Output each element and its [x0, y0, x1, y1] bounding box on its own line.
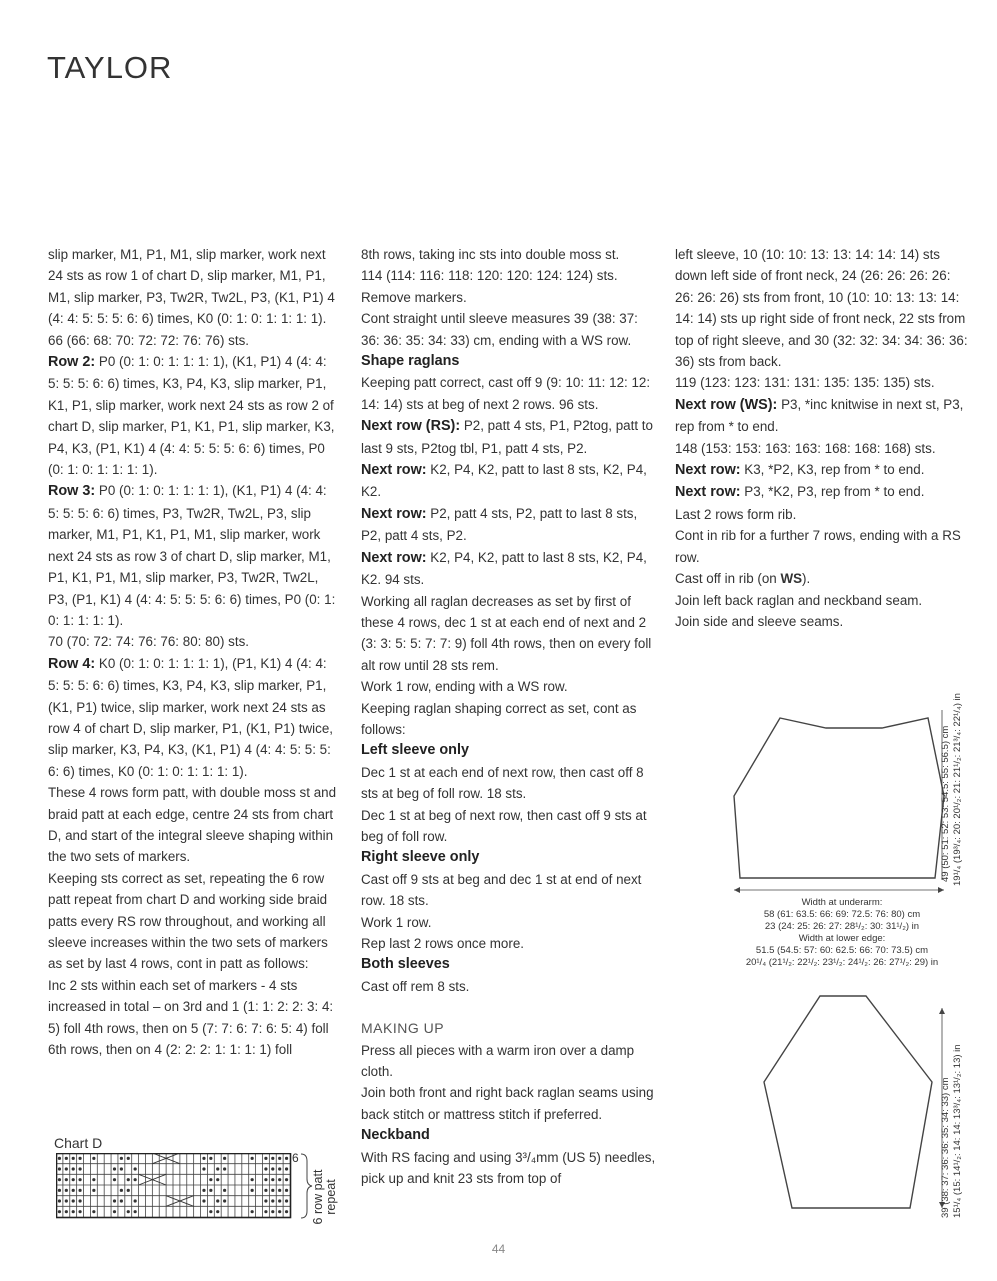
chart-purl-dot [58, 1210, 61, 1213]
lower-label: Width at lower edge: [798, 933, 886, 944]
chart-purl-dot [92, 1178, 95, 1181]
chart-purl-dot [65, 1199, 68, 1202]
underarm-in: 23 (24: 25: 26: 27: 28¹/₂: 30: 31¹/₂) in [764, 921, 920, 932]
text: ). [802, 571, 811, 587]
paragraph: Cast off 9 sts at beg and dec 1 st at end of next row. 18 sts. [361, 871, 642, 909]
chart-purl-dot [134, 1178, 137, 1181]
chart-purl-dot [113, 1199, 116, 1202]
chart-purl-dot [120, 1167, 123, 1170]
chart-purl-dot [216, 1167, 219, 1170]
chart-title: Chart D [54, 1135, 103, 1151]
paragraph [675, 394, 970, 438]
lower-in: 20¹/₄ (21¹/₂: 22¹/₂: 23¹/₂: 24¹/₂: 26: 27¹/₂: 29) in [745, 957, 939, 968]
text-bold: WS [780, 571, 803, 587]
chart-purl-dot [65, 1189, 68, 1192]
chart-purl-dot [78, 1178, 81, 1181]
paragraph: Keeping raglan shaping correct as set, cont as follows: [361, 700, 637, 737]
chart-purl-dot [92, 1189, 95, 1192]
column-1 [48, 244, 338, 1060]
chart-purl-dot [58, 1178, 61, 1181]
chart-purl-dot [72, 1199, 75, 1202]
row-label: Next row (WS): [675, 396, 778, 413]
chart-repeat-label [311, 1150, 338, 1240]
chart-purl-dot [209, 1157, 212, 1160]
chart-purl-dot [271, 1157, 274, 1160]
paragraph: 8th rows, taking inc sts into double moss st. [361, 247, 620, 262]
chart-purl-dot [120, 1199, 123, 1202]
body-height-in: 19¹/₄ (19³/₄: 20: 20¹/₂: 21: 21¹/₂: 21³/₄: 22¹/₄) in [952, 693, 963, 886]
chart-purl-dot [278, 1199, 281, 1202]
chart-purl-dot [72, 1210, 75, 1213]
chart-purl-dot [127, 1178, 130, 1181]
row-label: Next row: [361, 462, 427, 479]
paragraph [675, 568, 970, 589]
section-heading: Left sleeve only [361, 742, 469, 759]
paragraph: Cont straight until sleeve measures 39 (38: 37: 36: 36: 35: 34: 33) cm, ending with a WS row. [361, 311, 638, 348]
chart-purl-dot [65, 1178, 68, 1181]
chart-purl-dot [278, 1167, 281, 1170]
paragraph [48, 351, 338, 480]
paragraph: Dec 1 st at beg of next row, then cast off 9 sts at beg of foll row. [361, 807, 647, 844]
chart-purl-dot [78, 1199, 81, 1202]
chart-purl-dot [285, 1199, 288, 1202]
chart-purl-dot [264, 1210, 267, 1213]
paragraph: Dec 1 st at each end of next row, then cast off 8 sts at beg of foll row. 18 sts. [361, 764, 644, 802]
row-text: K2, P4, K2, patt to last 8 sts, K2, P4, K2. [361, 462, 647, 500]
chart-purl-dot [202, 1157, 205, 1160]
paragraph [675, 481, 970, 503]
chart-purl-dot [285, 1178, 288, 1181]
chart-purl-dot [285, 1157, 288, 1160]
paragraph: left sleeve, 10 (10: 10: 13: 13: 14: 14: 14) sts down left side of front neck, 24 (26: 26: 26: 26: 26: 26: 26) sts from front, 10 (10: 10: 13: 13: 14: 14: 14) sts up right side of front neck, 22 sts from top of right sleeve, and 30 (32: 32: 34: 34: 36: 36: 36) sts from back. [675, 247, 968, 370]
row-label: Row 3: [48, 483, 96, 500]
paragraph [675, 459, 970, 481]
chart-purl-dot [72, 1178, 75, 1181]
paragraph: 148 (153: 153: 163: 163: 168: 168: 168) sts. [675, 440, 936, 456]
row-label: Row 2: [48, 354, 96, 371]
paragraph: Rep last 2 rows once more. [361, 936, 524, 951]
row-label: Row 4: [48, 655, 96, 672]
chart-purl-dot [251, 1189, 254, 1192]
row-label: Next row: [361, 505, 427, 522]
paragraph [48, 653, 338, 782]
section-heading: Shape raglans [361, 353, 460, 370]
paragraph: Remove markers. [361, 289, 467, 305]
chart-purl-dot [134, 1199, 137, 1202]
chart-purl-dot [113, 1210, 116, 1213]
paragraph: Working all raglan decreases as set by first of these 4 rows, dec 1 st at each end of next and 2 (3: 3: 5: 5: 7: 7: 9) foll 4th rows, then on every foll alt row until 28 sts rem. [361, 593, 652, 673]
chart-purl-dot [264, 1199, 267, 1202]
section-heading: Right sleeve only [361, 849, 480, 866]
chart-purl-dot [278, 1210, 281, 1213]
chart-d-grid [56, 1153, 306, 1224]
chart-purl-dot [251, 1210, 254, 1213]
column-2 [361, 244, 656, 1189]
chart-purl-dot [127, 1210, 130, 1213]
paragraph [48, 480, 338, 631]
chart-purl-dot [278, 1189, 281, 1192]
chart-purl-dot [65, 1157, 68, 1160]
paragraph: 66 (66: 68: 70: 72: 72: 76: 76) sts. [48, 332, 249, 348]
chart-purl-dot [58, 1157, 61, 1160]
chart-purl-dot [72, 1167, 75, 1170]
row-text: K2, P4, K2, patt to last 8 sts, K2, P4, K2. 94 sts. [361, 549, 647, 588]
chart-purl-dot [127, 1157, 130, 1160]
text: Cast off in rib (on [675, 571, 781, 587]
chart-purl-dot [202, 1167, 205, 1170]
chart-purl-dot [285, 1167, 288, 1170]
chart-purl-dot [72, 1157, 75, 1160]
chart-purl-dot [113, 1178, 116, 1181]
chart-purl-dot [78, 1189, 81, 1192]
chart-purl-dot [223, 1167, 226, 1170]
sleeve-length-cm: 39 (38: 37: 36: 36: 35: 34: 33) cm [940, 1077, 951, 1218]
row-label: Next row (RS): [361, 418, 461, 435]
chart-purl-dot [202, 1189, 205, 1192]
paragraph: 114 (114: 116: 118: 120: 120: 124: 124) sts. [361, 268, 618, 284]
paragraph: Join left back raglan and neckband seam. [675, 592, 923, 608]
body-schematic [732, 710, 952, 895]
paragraph [361, 415, 656, 459]
repeat-label-text: 6 row patt repeat [311, 1169, 338, 1225]
chart-purl-dot [209, 1178, 212, 1181]
chart-purl-dot [285, 1189, 288, 1192]
row-text: K0 (0: 1: 0: 1: 1: 1: 1), (P1, K1) 4 (4: 4: 5: 5: 5: 6: 6) times, K3, P4, K3, slip marker, P1, (K1, P1) twice, slip marker, work next 24 sts as row 4 of chart D, slip marker, P1, (K1, P1) twice, slip marker, K3, P4, K3, (K1, P1) 4 (4: 4: 5: 5: 5: 6: 6) times, K0 (0: 1: 0: 1: 1: 1: 1). [48, 655, 334, 779]
chart-purl-dot [134, 1167, 137, 1170]
paragraph: Join side and sleeve seams. [675, 613, 844, 629]
row-text: P0 (0: 1: 0: 1: 1: 1: 1), (K1, P1) 4 (4: 4: 5: 5: 5: 6: 6) times, K3, P4, K3, slip marker, P1, K1, P1, slip marker, work next 24 sts as row 2 of chart D, slip marker, P1, K1, P1, slip marker, K3, P4, K3, (P1, K1) 4 (4: 4: 5: 5: 5: 6: 6) times, P0 (0: 1: 0: 1: 1: 1: 1). [48, 354, 335, 478]
chart-purl-dot [278, 1157, 281, 1160]
chart-purl-dot [78, 1210, 81, 1213]
row-text: P3, *K2, P3, rep from * to end. [740, 484, 925, 500]
chart-purl-dot [285, 1210, 288, 1213]
paragraph: Cast off rem 8 sts. [361, 978, 470, 994]
paragraph: Keeping sts correct as set, repeating the 6 row patt repeat from chart D and working side braid patts every RS row throughout, and working all sleeve increases within the two sets of markers as set by last 4 rows, cont in patt as follows: [48, 870, 328, 972]
section-heading: MAKING UP [361, 1020, 445, 1037]
chart-purl-dot [58, 1199, 61, 1202]
lower-cm: 51.5 (54.5: 57: 60: 62.5: 66: 70: 73.5) cm [755, 945, 929, 956]
underarm-cm: 58 (61: 63.5: 66: 69: 72.5: 76: 80) cm [763, 909, 921, 920]
chart-purl-dot [72, 1189, 75, 1192]
paragraph: Inc 2 sts within each set of markers - 4 sts increased in total – on 3rd and 1 (1: 1: 2: 2: 3: 4: 5) foll 4th rows, then on 5 (7: 7: 6: 7: 6: 5: 4) foll 6th rows, then on 4 (2: 2: 2: 1: 1: 1: 1) foll [48, 977, 334, 1058]
row-label: Next row: [675, 484, 741, 501]
chart-purl-dot [264, 1167, 267, 1170]
chart-purl-dot [264, 1178, 267, 1181]
chart-d-svg [56, 1153, 306, 1219]
page-number: 44 [491, 1242, 506, 1256]
paragraph [361, 459, 656, 503]
chart-purl-dot [209, 1189, 212, 1192]
chart-purl-dot [216, 1199, 219, 1202]
paragraph [361, 503, 656, 547]
chart-purl-dot [278, 1178, 281, 1181]
row-text: P2, patt 4 sts, P2, patt to last 8 sts, P2, patt 4 sts, P2. [361, 505, 638, 544]
paragraph: With RS facing and using 3³/₄mm (US 5) needles, pick up and knit 23 sts from top of [361, 1149, 656, 1187]
row-text: K3, *P2, K3, rep from * to end. [740, 462, 925, 478]
paragraph: slip marker, M1, P1, M1, slip marker, work next 24 sts as row 1 of chart D, slip marker, M1, P1, M1, slip marker, P3, Tw2R, Tw2L, P3, (K1, P1) 4 (4: 4: 5: 5: 5: 6: 6) times, K0 (0: 1: 0: 1: 1: 1: 1). [48, 247, 335, 327]
chart-purl-dot [113, 1167, 116, 1170]
chart-purl-dot [271, 1189, 274, 1192]
chart-purl-dot [92, 1157, 95, 1160]
paragraph: Keeping patt correct, cast off 9 (9: 10: 11: 12: 12: 14: 14) sts at beg of next 2 rows. 96 sts. [361, 375, 651, 412]
chart-purl-dot [271, 1199, 274, 1202]
chart-purl-dot [120, 1157, 123, 1160]
paragraph: 119 (123: 123: 131: 131: 135: 135: 135) sts. [675, 375, 935, 391]
chart-purl-dot [271, 1178, 274, 1181]
chart-purl-dot [251, 1178, 254, 1181]
row-text: P2, patt 4 sts, P1, P2tog, patt to last 9 sts, P2tog tbl, P1, patt 4 sts, P2. [361, 418, 653, 456]
chart-purl-dot [209, 1210, 212, 1213]
paragraph: Work 1 row. [361, 914, 432, 930]
paragraph: Cont in rib for a further 7 rows, ending with a RS row. [675, 528, 961, 565]
paragraph: Last 2 rows form rib. [675, 506, 797, 522]
paragraph [361, 547, 656, 591]
chart-purl-dot [271, 1167, 274, 1170]
row-label: Next row: [361, 549, 427, 566]
chart-purl-dot [78, 1167, 81, 1170]
paragraph: These 4 rows form patt, with double moss st and braid patt at each edge, centre 24 sts from chart D, and start of the integral sleeve shaping within the two sets of markers. [48, 785, 337, 865]
chart-purl-dot [223, 1189, 226, 1192]
sleeve-length-in: 15¹/₄ (15: 14¹/₂: 14: 14: 13³/₄: 13¹/₂: 13) in [952, 1044, 963, 1218]
row-label: Next row: [675, 462, 741, 479]
chart-purl-dot [223, 1199, 226, 1202]
paragraph: Work 1 row, ending with a WS row. [361, 679, 568, 695]
chart-purl-dot [78, 1157, 81, 1160]
chart-purl-dot [92, 1210, 95, 1213]
page-title: TAYLOR [47, 50, 173, 85]
underarm-label: Width at underarm: [801, 897, 883, 908]
chart-purl-dot [264, 1189, 267, 1192]
sleeve-schematic [750, 990, 950, 1220]
chart-purl-dot [271, 1210, 274, 1213]
column-3 [675, 244, 970, 632]
row-text: P3, *inc knitwise in next st, P3, rep from * to end. [675, 396, 964, 435]
paragraph: Press all pieces with a warm iron over a damp cloth. [361, 1042, 635, 1080]
paragraph: 70 (70: 72: 74: 76: 76: 80: 80) sts. [48, 634, 249, 650]
row-text: P0 (0: 1: 0: 1: 1: 1: 1), (K1, P1) 4 (4: 4: 5: 5: 5: 6: 6) times, P3, Tw2R, Tw2L, P3, slip marker, M1, P1, K1, P1, M1, slip marker, work next 24 sts as row 3 of chart D, slip marker, M1, P1, K1, P1, M1, slip marker, P3, Tw2R, Tw2L, P3, (P1, K1) 4 (4: 4: 5: 5: 5: 6: 6) times, P0 (0: 1: 0: 1: 1: 1: 1). [48, 483, 336, 628]
chart-purl-dot [223, 1157, 226, 1160]
chart-purl-dot [134, 1210, 137, 1213]
chart-purl-dot [65, 1167, 68, 1170]
chart-purl-dot [58, 1189, 61, 1192]
body-height-cm: 49 (50: 51: 52: 53: 54.5: 55: 56.5) cm [940, 725, 951, 882]
chart-purl-dot [264, 1157, 267, 1160]
chart-row-number: 6 [292, 1151, 299, 1165]
chart-purl-dot [120, 1189, 123, 1192]
chart-purl-dot [251, 1157, 254, 1160]
chart-purl-dot [216, 1210, 219, 1213]
chart-purl-dot [58, 1167, 61, 1170]
chart-purl-dot [65, 1210, 68, 1213]
paragraph: Join both front and right back raglan seams using back stitch or mattress stitch if preferred. [361, 1085, 654, 1122]
chart-purl-dot [216, 1178, 219, 1181]
chart-purl-dot [127, 1189, 130, 1192]
section-heading: Neckband [361, 1127, 430, 1144]
chart-purl-dot [202, 1199, 205, 1202]
section-heading: Both sleeves [361, 956, 450, 973]
